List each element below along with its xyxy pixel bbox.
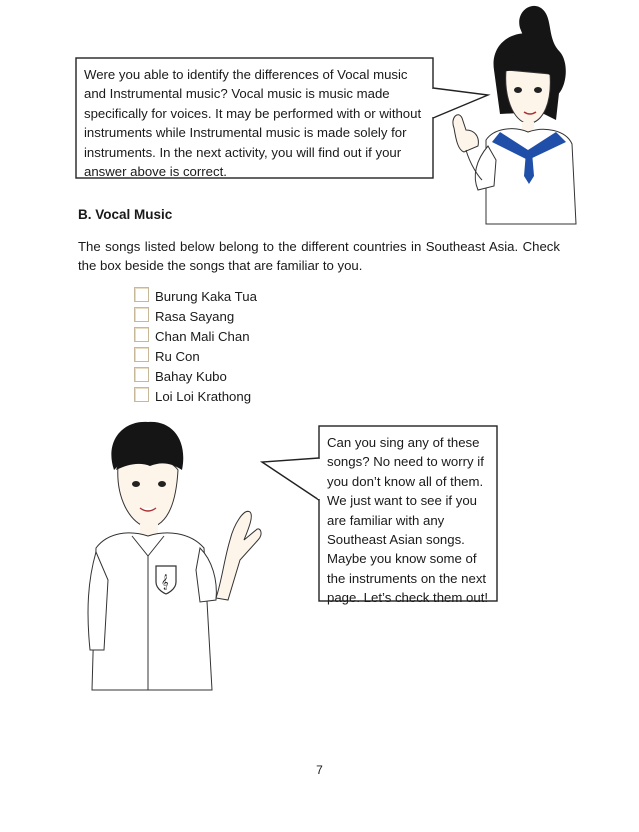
song-label: Bahay Kubo [155, 368, 227, 384]
boy-waving-illustration [88, 422, 261, 690]
bubble-bottom-text: Can you sing any of these songs? No need to worry if you don’t know all of them. We just want to see if you are familiar with any Southeast Asian songs. Maybe you know some of the instruments on the next page. Let’s check them out! [327, 435, 489, 606]
song-checkbox[interactable] [134, 327, 149, 342]
song-item [134, 386, 257, 406]
song-label: Loi Loi Krathong [155, 388, 252, 404]
song-checklist [134, 286, 257, 406]
song-item [134, 326, 257, 346]
song-checkbox[interactable] [134, 307, 149, 322]
section-intro: The songs listed below belong to the different countries in Southeast Asia. Check the box beside the songs that are familiar to you. [78, 239, 560, 273]
song-label: Rasa Sayang [155, 308, 235, 324]
song-item [134, 346, 257, 366]
song-item [134, 366, 257, 386]
song-label: Chan Mali Chan [155, 328, 250, 344]
song-checkbox[interactable] [134, 367, 149, 382]
song-checkbox[interactable] [134, 387, 149, 402]
song-label: Burung Kaka Tua [155, 288, 257, 304]
bubble-top-text: Were you able to identify the differences of Vocal music and Instrumental music? Vocal music is music made specifically for voices. It may be performed with or without instruments while Instrumental music is made solely for instruments. In the next activity, you will find out if your answer above is correct. [84, 67, 422, 180]
girl-thumbs-up-illustration [453, 6, 576, 224]
page-number: 7 [316, 763, 323, 777]
song-item [134, 306, 257, 326]
section-heading: B. Vocal Music [78, 207, 173, 222]
song-item [134, 286, 257, 306]
song-checkbox[interactable] [134, 287, 149, 302]
song-checkbox[interactable] [134, 347, 149, 362]
song-label: Ru Con [155, 348, 200, 364]
svg-text:𝄞: 𝄞 [161, 575, 169, 590]
